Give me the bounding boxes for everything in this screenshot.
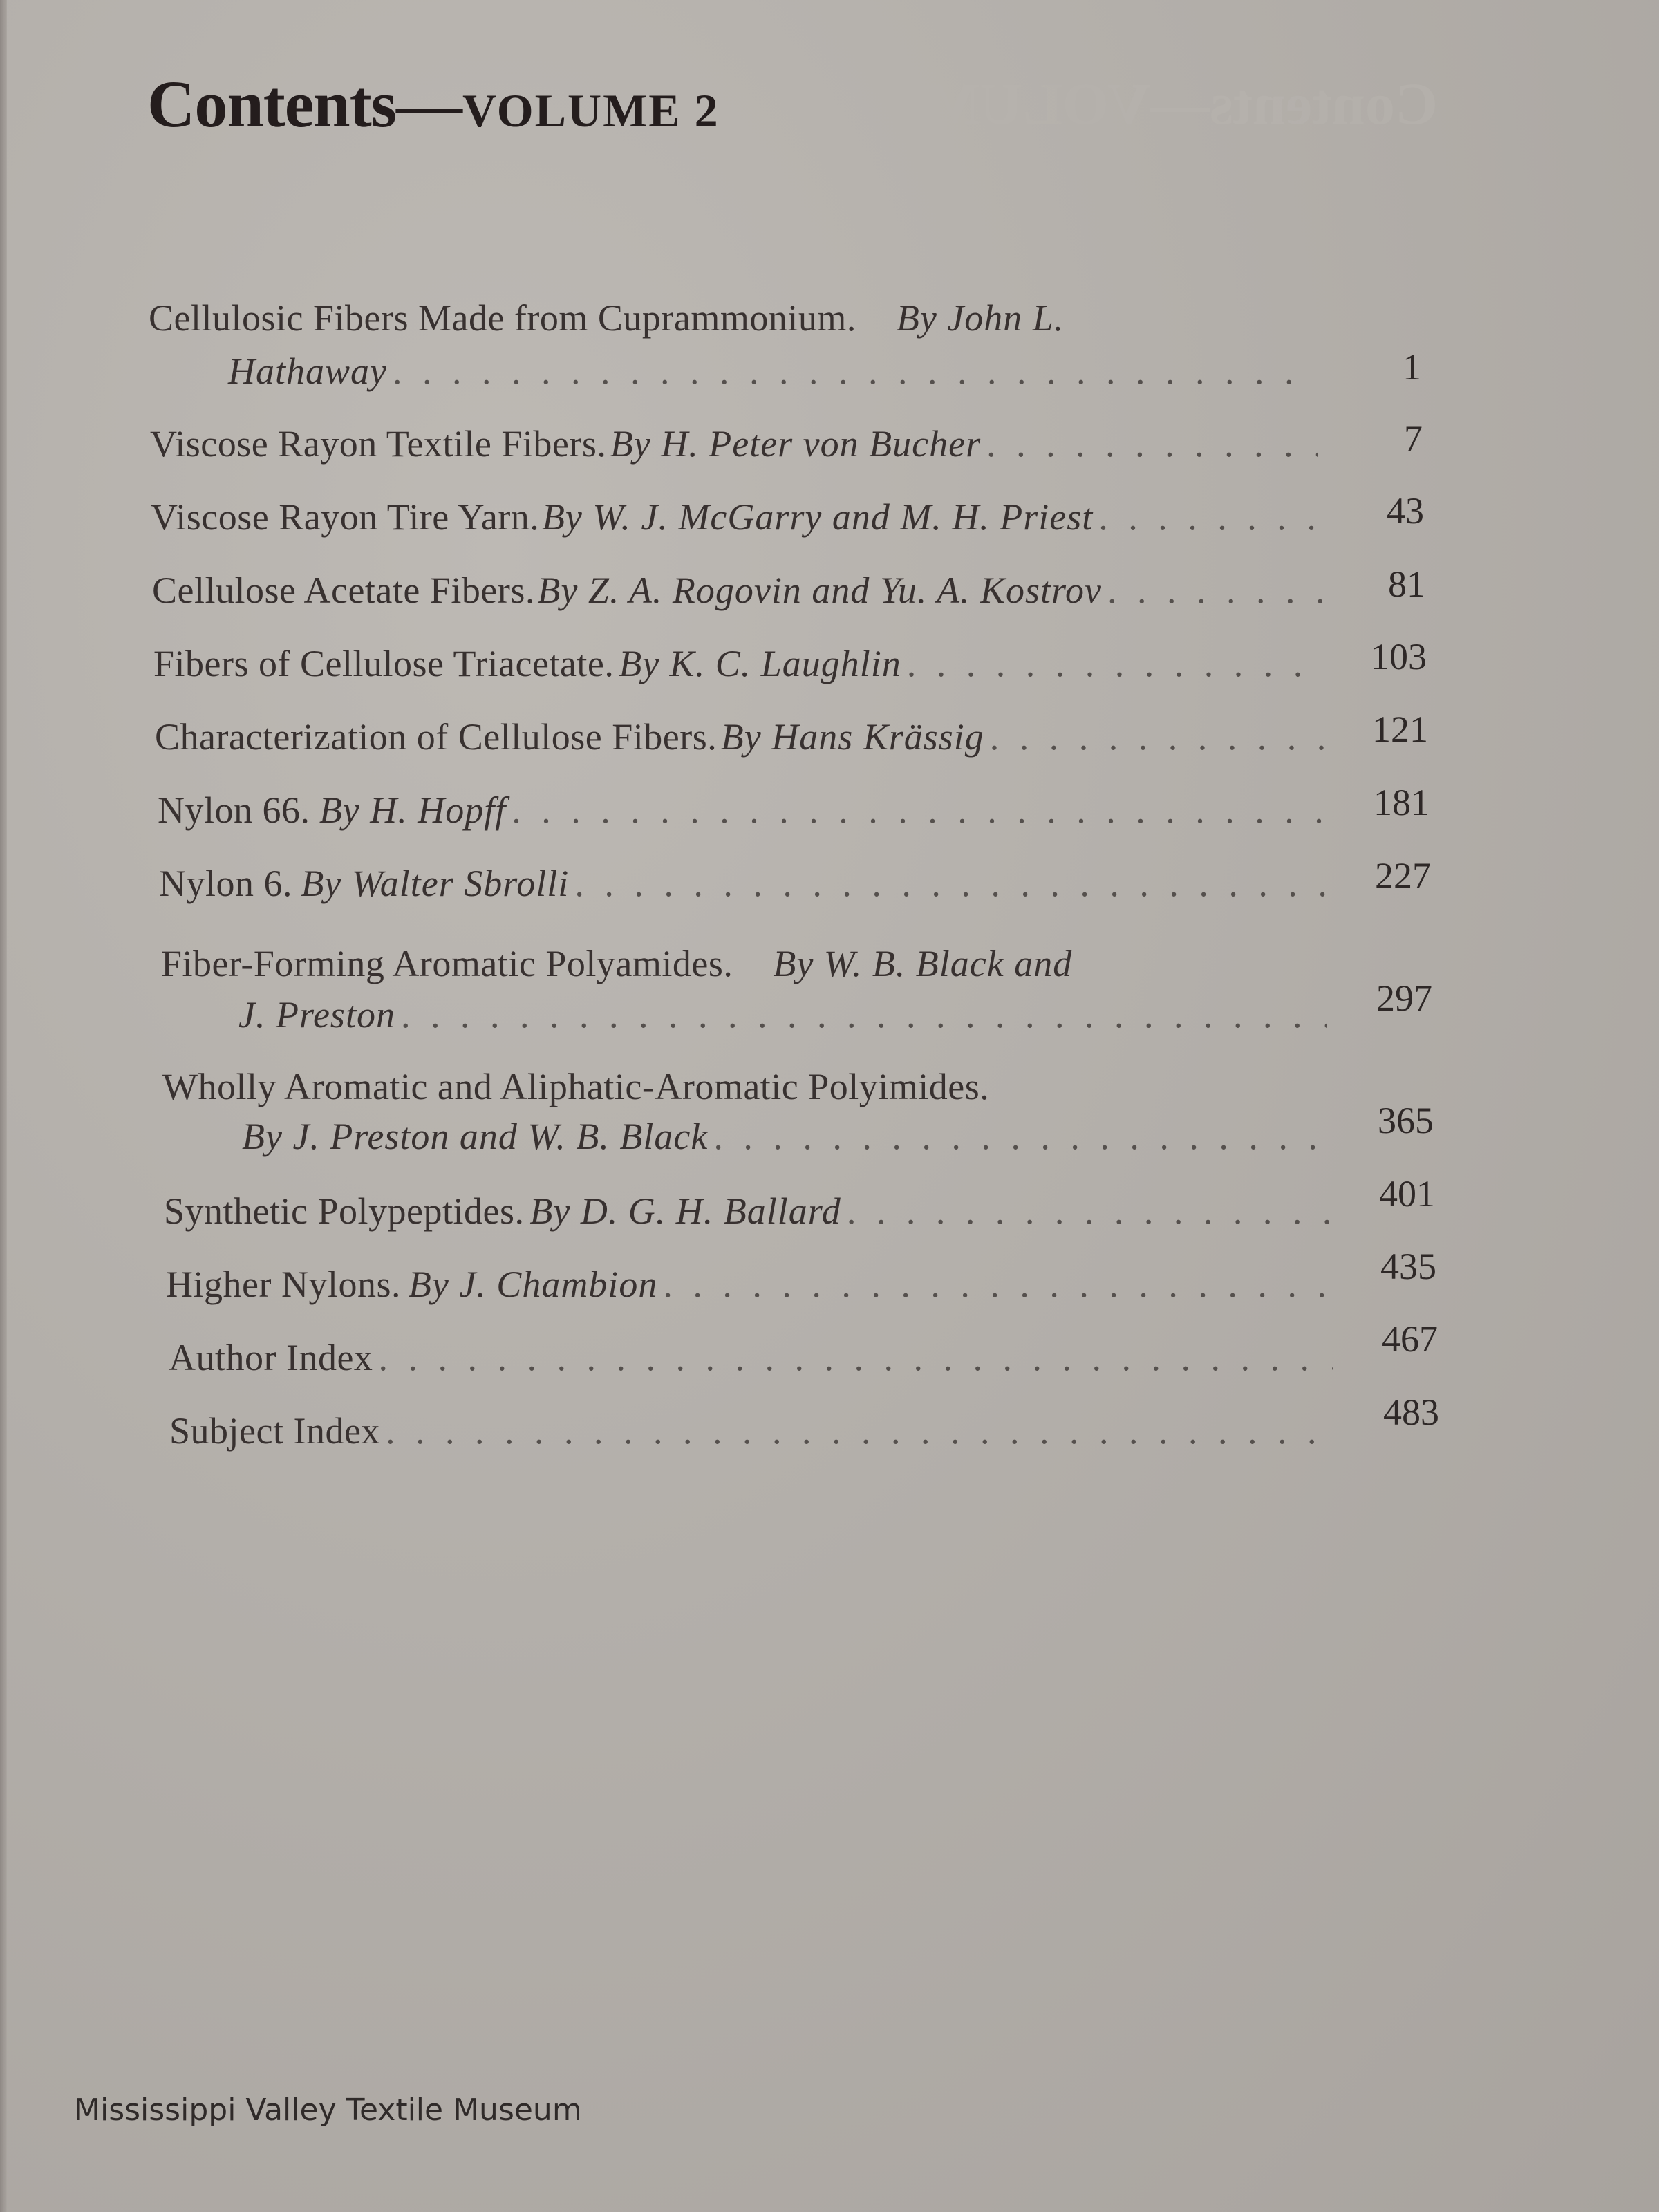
entry-author: By Z. A. Rogovin and Yu. A. Kostrov — [537, 570, 1102, 611]
entry-page-number: 483 — [1383, 1391, 1439, 1433]
entry-page-number: 181 — [1374, 782, 1430, 823]
entry-author: By H. Peter von Bucher — [610, 423, 982, 465]
dot-leader — [378, 1335, 1333, 1380]
entry-page-number: 121 — [1372, 709, 1428, 750]
dot-leader — [990, 715, 1326, 759]
entry-title: Cellulose Acetate Fibers. — [152, 570, 535, 611]
entry-title: Characterization of Cellulose Fibers. — [155, 716, 718, 758]
show-through-text: Contents—VOLUME — [884, 71, 1438, 137]
dot-leader — [512, 788, 1327, 832]
entry-page-number: 467 — [1382, 1318, 1438, 1360]
dot-leader — [907, 641, 1324, 686]
entry-page-number: 43 — [1387, 490, 1424, 532]
entry-author-cont: J. Preston — [238, 994, 395, 1035]
entry-title: Nylon 66. — [158, 789, 310, 831]
entry-title: Higher Nylons. — [166, 1264, 401, 1305]
entry-title: Synthetic Polypeptides. — [164, 1190, 525, 1232]
dot-leader — [386, 1409, 1333, 1453]
entry-title: Viscose Rayon Textile Fibers. — [150, 423, 607, 465]
entry-title: Fiber-Forming Aromatic Polyamides. — [161, 943, 733, 984]
entry-page-number: 1 — [1403, 346, 1421, 388]
title-contents: Contents — [147, 67, 397, 141]
entry-author-cont: By J. Preston and W. B. Black — [242, 1116, 709, 1157]
entry-title: Fibers of Cellulose Triacetate. — [153, 643, 615, 684]
dot-leader — [1098, 495, 1320, 539]
entry-author: By W. J. McGarry and M. H. Priest — [541, 496, 1094, 538]
dot-leader — [713, 1114, 1329, 1159]
dot-leader — [986, 422, 1318, 466]
entry-author: By Hans Krässig — [720, 716, 984, 758]
entry-author: By D. G. H. Ballard — [529, 1190, 841, 1232]
museum-watermark: Mississippi Valley Textile Museum — [74, 2092, 582, 2128]
entry-author: By John L. — [896, 297, 1065, 339]
entry-page-number: 81 — [1388, 563, 1425, 605]
dot-leader — [401, 993, 1327, 1037]
dot-leader — [393, 349, 1316, 393]
entry-author-cont: Hathaway — [228, 350, 387, 392]
dot-leader — [574, 861, 1329, 906]
entry-page-number: 435 — [1380, 1246, 1436, 1287]
entry-page-number: 227 — [1375, 855, 1431, 897]
entry-author: By Walter Sbrolli — [301, 863, 570, 904]
entry-page-number: 401 — [1379, 1173, 1435, 1215]
entry-title: Subject Index — [169, 1410, 380, 1452]
entry-title: Wholly Aromatic and Aliphatic-Aromatic Polyimides. — [162, 1066, 990, 1107]
entry-author: By W. B. Black and — [773, 943, 1073, 984]
entry-page-number: 7 — [1404, 418, 1423, 459]
entry-author: By H. Hopff — [319, 789, 507, 831]
title-dash: — — [396, 67, 463, 141]
entry-page-number: 103 — [1371, 636, 1427, 677]
entry-page-number: 365 — [1378, 1100, 1434, 1141]
entry-title: Viscose Rayon Tire Yarn. — [151, 496, 540, 538]
entry-title: Author Index — [169, 1337, 373, 1378]
entry-page-number: 297 — [1376, 977, 1432, 1019]
entry-title: Cellulosic Fibers Made from Cuprammonium. — [149, 297, 856, 339]
title-volume: VOLUME 2 — [462, 84, 720, 137]
entry-title: Nylon 6. — [159, 863, 292, 904]
dot-leader — [663, 1262, 1331, 1306]
entry-author: By K. C. Laughlin — [619, 643, 901, 684]
dot-leader — [1107, 568, 1323, 612]
dot-leader — [847, 1189, 1330, 1233]
entry-author: By J. Chambion — [408, 1264, 658, 1305]
